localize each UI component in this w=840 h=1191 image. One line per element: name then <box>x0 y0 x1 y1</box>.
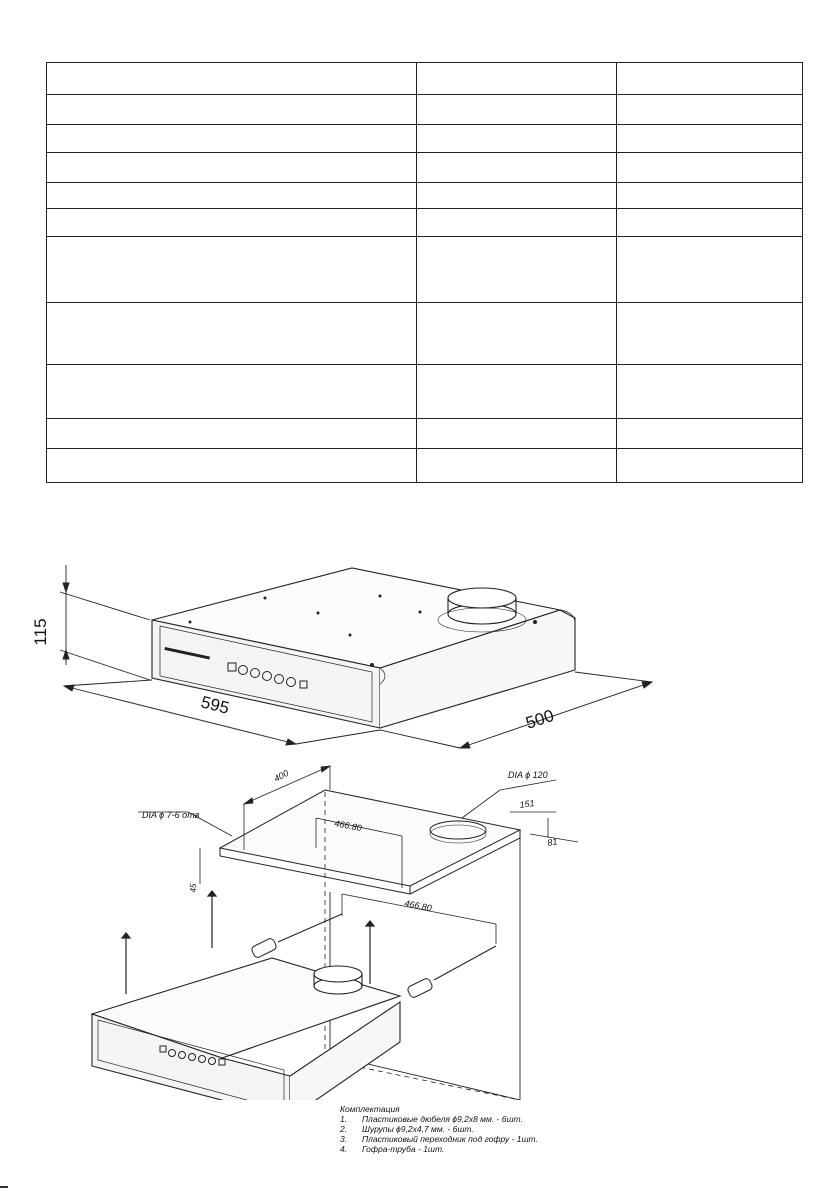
table-cell <box>417 365 617 419</box>
table-cell <box>617 237 803 303</box>
table-cell <box>417 303 617 365</box>
table-row <box>47 95 803 125</box>
table-cell <box>617 153 803 183</box>
table-row <box>47 125 803 153</box>
kit-item: 3. Пластиковый переходник под гофру - 1шт. <box>340 1134 538 1144</box>
kit-item: 1. Пластиковые дюбеля ϕ9,2х8 мм. - 6шт. <box>340 1114 523 1124</box>
table-cell <box>47 303 417 365</box>
table-row <box>47 303 803 365</box>
table-cell <box>617 95 803 125</box>
mounting-drawing <box>0 760 840 1100</box>
table-cell <box>617 125 803 153</box>
page-edge-mark <box>0 1186 8 1188</box>
dim-400: 400 <box>272 767 291 784</box>
table-cell <box>617 209 803 237</box>
table-cell <box>47 365 417 419</box>
table-cell <box>617 183 803 209</box>
dim-466-top: 466.80 <box>333 818 363 834</box>
dim-466-bottom: 466.80 <box>403 898 433 914</box>
kit-title: Комплектация <box>340 1104 400 1114</box>
table-cell <box>417 153 617 183</box>
table-cell <box>47 183 417 209</box>
table-cell <box>617 449 803 483</box>
kit-list <box>340 1104 640 1154</box>
table-row <box>47 209 803 237</box>
dim-width: 595 <box>199 692 232 718</box>
dim-151: 151 <box>518 797 536 810</box>
table-cell <box>47 63 417 95</box>
table-cell <box>417 125 617 153</box>
kit-item: 4. Гофра-труба - 1шт. <box>340 1144 445 1154</box>
dim-depth: 500 <box>523 705 557 733</box>
table-cell <box>47 125 417 153</box>
holes-label: DIA ϕ 7-6 отв <box>142 810 200 820</box>
table-cell <box>417 63 617 95</box>
table-cell <box>417 209 617 237</box>
duct-label: DIA ϕ 120 <box>508 770 548 780</box>
table-cell <box>47 95 417 125</box>
table-row <box>47 183 803 209</box>
table-row <box>47 449 803 483</box>
dim-height: 115 <box>31 618 50 646</box>
spec-table <box>46 62 803 483</box>
table-row <box>47 153 803 183</box>
dim-81: 81 <box>546 836 559 848</box>
kit-item: 2. Шурупы ϕ9,2х4,7 мм. - 6шт. <box>340 1124 474 1134</box>
hood-dimension-drawing <box>0 555 840 755</box>
table-cell <box>47 237 417 303</box>
dim-45: 45 <box>189 883 198 893</box>
table-cell <box>417 183 617 209</box>
table-cell <box>47 449 417 483</box>
table-cell <box>47 153 417 183</box>
table-cell <box>47 419 417 449</box>
table-cell <box>617 419 803 449</box>
table-row <box>47 419 803 449</box>
table-cell <box>417 419 617 449</box>
table-cell <box>47 209 417 237</box>
table-row <box>47 63 803 95</box>
table-row <box>47 237 803 303</box>
table-cell <box>617 365 803 419</box>
table-cell <box>417 449 617 483</box>
table-cell <box>417 95 617 125</box>
table-cell <box>617 303 803 365</box>
table-row <box>47 365 803 419</box>
table-cell <box>617 63 803 95</box>
table-cell <box>417 237 617 303</box>
